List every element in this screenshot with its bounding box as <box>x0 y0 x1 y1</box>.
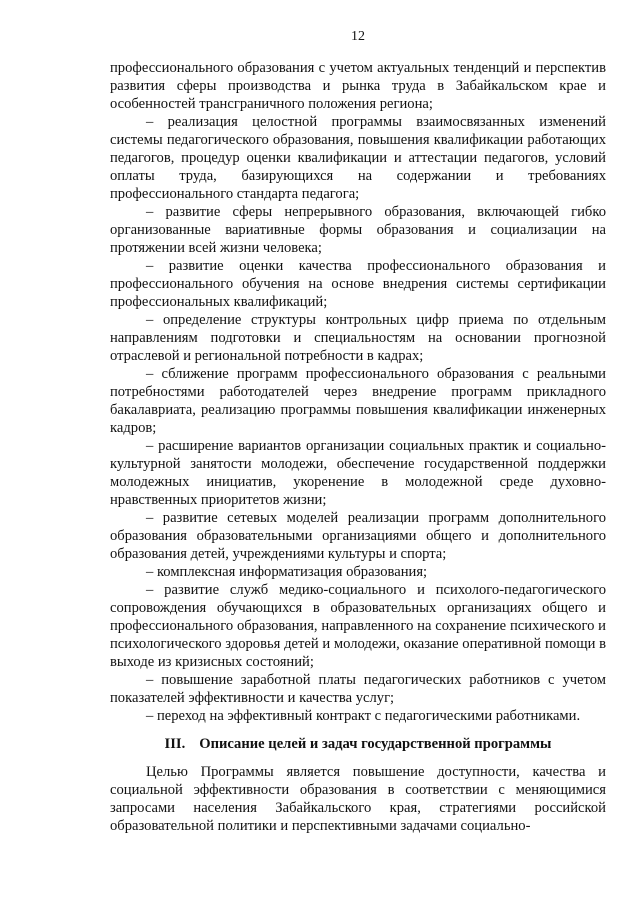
list-item: – повышение заработной платы педагогических работников с учетом показателей эффективности и качества услуг; <box>110 672 606 706</box>
list-item: – развитие сферы непрерывного образования, включающей гибко организованные вариативные формы образования и социализации на протяжении всей жизни человека; <box>110 204 606 256</box>
list-item: – комплексная информатизация образования; <box>146 564 428 580</box>
section-number: III. <box>164 736 186 752</box>
document-page <box>110 28 606 835</box>
section-heading <box>110 735 606 753</box>
list-item: – реализация целостной программы взаимосвязанных изменений системы педагогического образования, повышения квалификации работающих педагогов, процедур оценки квалификации и аттестации педагогов, условий оплаты труда, базирующихся на содержании и требованиях профессионального стандарта педагога; <box>110 114 606 202</box>
list-item: – развитие оценки качества профессионального образования и профессионального обучения на основе внедрения системы сертификации профессиональных квалификаций; <box>110 258 606 310</box>
body-paragraph: Целью Программы является повышение доступности, качества и социальной эффективности образования в соответствии с меняющимися запросами населения Забайкальского края, стратегиями российской образовательной политики и перспективными задачами социально- <box>110 764 606 834</box>
list-item: – сближение программ профессионального образования с реальными потребностями работодателей через внедрение программ прикладного бакалавриата, реализацию программы повышения квалификации инженерных кадров; <box>110 366 606 436</box>
page-number: 12 <box>351 29 365 44</box>
list-item: – расширение вариантов организации социальных практик и социально-культурной занятости молодежи, обеспечение государственной поддержки молодежных инициатив, укоренение в молодежной среде духовно-нравственных приоритетов жизни; <box>110 438 606 508</box>
list-item: – переход на эффективный контракт с педагогическими работниками. <box>146 708 581 724</box>
section-title: Описание целей и задач государственной программы <box>199 736 552 752</box>
list-item: – развитие сетевых моделей реализации программ дополнительного образования образовательными организациями общего и дополнительного образования детей, учреждениями культуры и спорта; <box>110 510 606 562</box>
intro-paragraph: профессионального образования с учетом актуальных тенденций и перспектив развития сферы производства и рынка труда в Забайкальском крае и особенностей трансграничного положения региона; <box>110 60 606 112</box>
list-item: – развитие служб медико-социального и психолого-педагогического сопровождения обучающихся в образовательных организациях общего и профессионального образования, направленного на сохранение психического и психологического здоровья детей и молодежи, оказание оперативной помощи в выходе из кризисных состояний; <box>110 582 606 670</box>
list-item: – определение структуры контрольных цифр приема по отдельным направлениям подготовки и специальностям на основании прогнозной отраслевой и региональной потребности в кадрах; <box>110 312 606 364</box>
